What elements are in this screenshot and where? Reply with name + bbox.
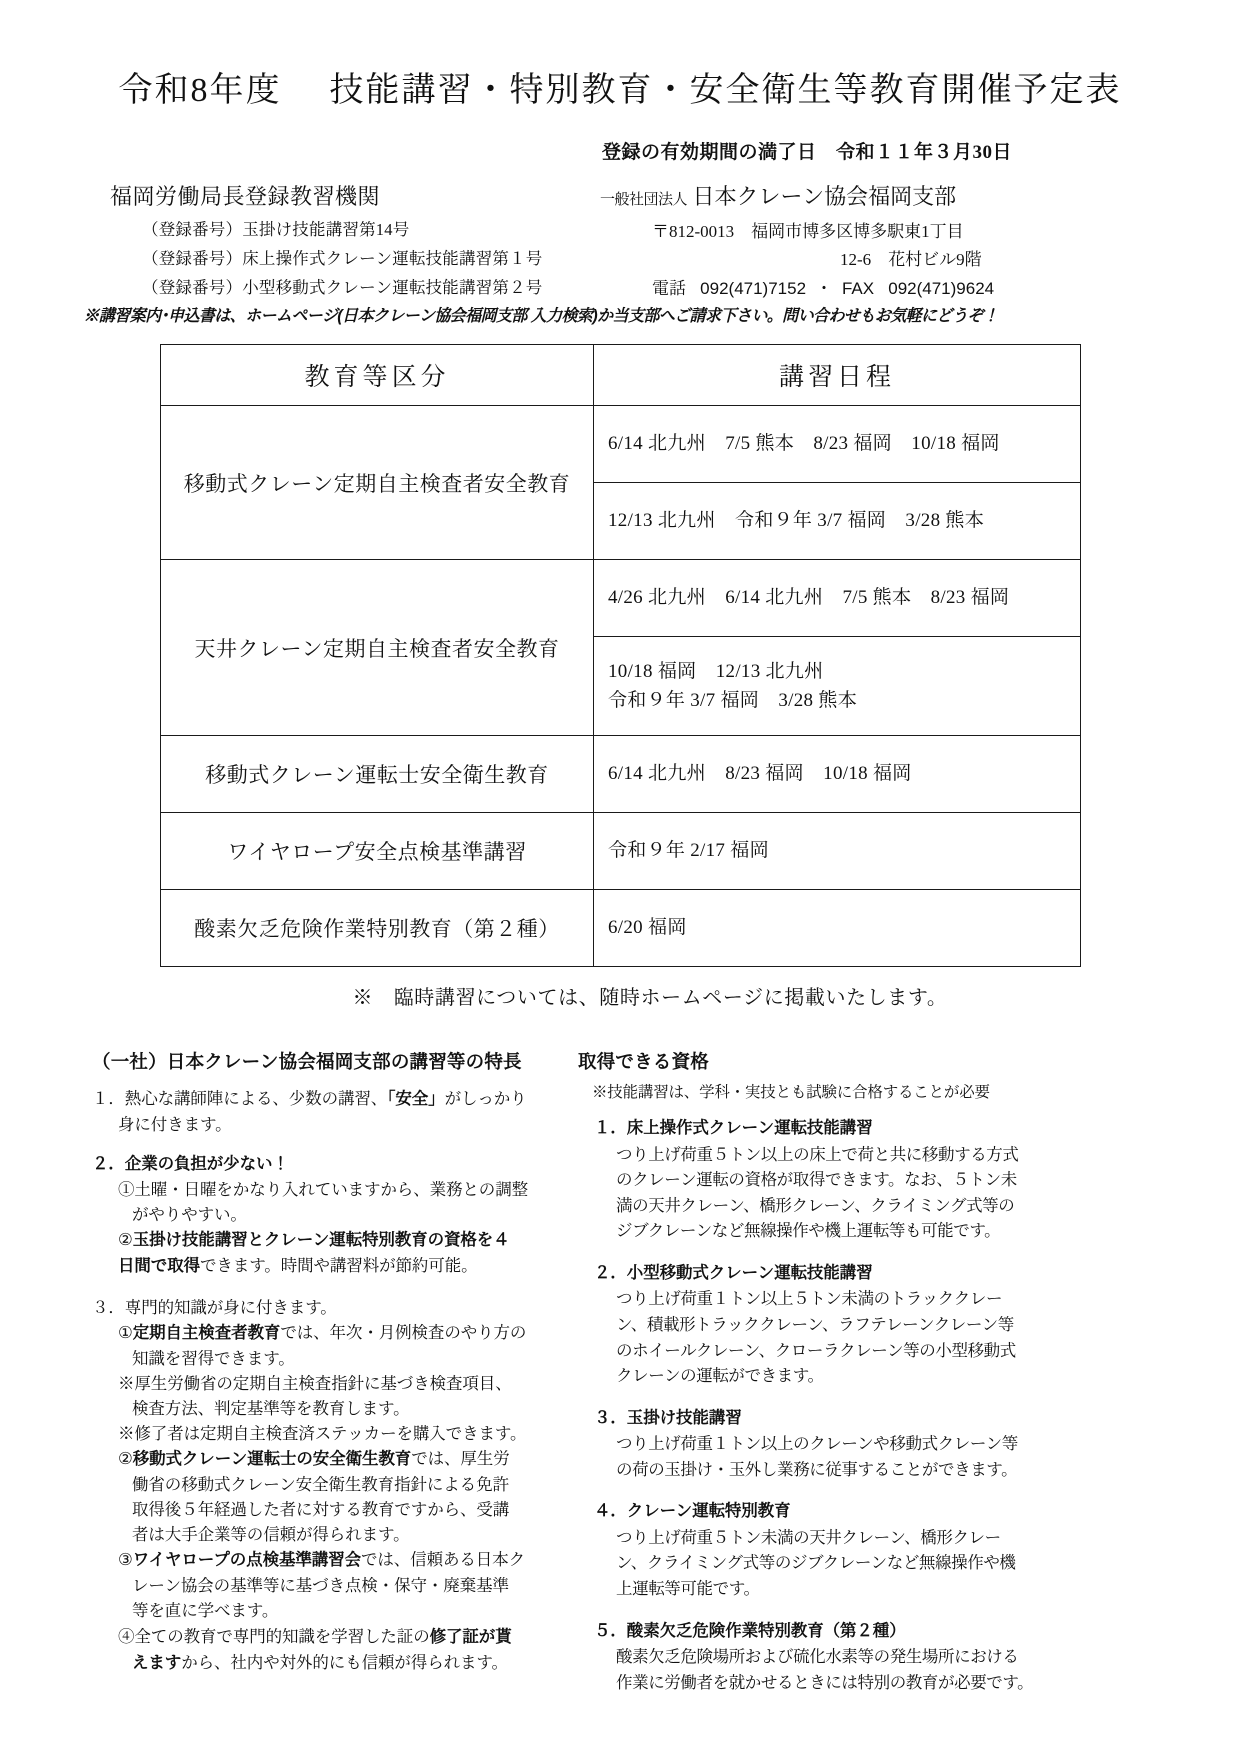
- row-schedule: [594, 890, 1081, 967]
- schedule-line: 12/13 北九州 令和９年 3/7 福岡 3/28 熊本: [608, 510, 985, 532]
- feature-line: ※修了者は定期自主検査済ステッカーを購入できます。: [118, 1423, 527, 1443]
- qualifications-heading: 取得できる資格: [578, 1051, 709, 1072]
- schedule-line: 10/18 福岡 12/13 北九州: [608, 660, 824, 682]
- feature-line: 取得後５年経過した者に対する教育ですから、受講: [132, 1500, 510, 1520]
- row-schedule: [594, 406, 1081, 483]
- schedule-table: [160, 344, 1081, 967]
- feature-line: 検査方法、判定基準等を教育します。: [132, 1398, 410, 1418]
- feature-line: 働省の移動式クレーン安全衛生教育指針による免許: [132, 1475, 509, 1495]
- feature-line: １．熱心な講師陣による、少数の講習、「安全」がしっかり: [92, 1089, 527, 1108]
- qualification-body-line: のクレーン運転の資格が取得できます。なお、５トン未: [616, 1170, 1017, 1190]
- header-schedule: 講習日程: [594, 345, 1081, 406]
- feature-line: レーン協会の基準等に基づき点検・保守・廃棄基準: [132, 1576, 509, 1596]
- row-category: 移動式クレーン運転士安全衛生教育: [161, 736, 594, 813]
- feature-line: ②移動式クレーン運転士の安全衛生教育では、厚生労: [118, 1449, 510, 1469]
- feature-line: 日間で取得できます。時間や講習料が節約可能。: [118, 1256, 478, 1276]
- qualification-title: ３．玉掛け技能講習: [594, 1408, 742, 1427]
- qualification-title: ５．酸素欠乏危険作業特別教育（第２種）: [594, 1621, 906, 1640]
- association-prefix: 一般社団法人: [600, 192, 688, 208]
- qualifications-subnote: ※技能講習は、学科・実技とも試験に合格することが必要: [592, 1084, 990, 1101]
- schedule-line: 令和９年 3/7 福岡 3/28 熊本: [608, 690, 858, 711]
- feature-line: ２．企業の負担が少ない！: [92, 1155, 289, 1174]
- feature-line: えますから、社内や対外的にも信頼が得られます。: [132, 1652, 508, 1672]
- table-row: [161, 890, 1081, 967]
- qualification-item: [578, 1406, 1048, 1483]
- qualification-body-line: ジブクレーンなど無線操作や機上運転等も可能です。: [616, 1221, 1001, 1241]
- qualification-body-line: つり上げ荷重５トン未満の天井クレーン、橋形クレー: [616, 1527, 1001, 1547]
- table-row: [161, 560, 1081, 637]
- contact-line: [590, 274, 1150, 299]
- row-category: 天井クレーン定期自主検査者安全教育: [161, 560, 594, 736]
- registration-expiry: 登録の有効期間の満了日 令和１１年３月30日: [601, 142, 1012, 163]
- association-title: 日本クレーン協会福岡支部: [692, 184, 957, 209]
- table-row: [161, 813, 1081, 890]
- qualification-title: ２．小型移動式クレーン運転技能講習: [594, 1263, 873, 1282]
- feature-line: 者は大手企業等の信頼が得られます。: [132, 1525, 410, 1545]
- features-column: [92, 1048, 560, 1712]
- feature-line: 知識を習得できます。: [132, 1348, 295, 1368]
- title-era: 令和8年度: [118, 72, 282, 109]
- feature-line: ①定期自主検査者教育では、年次・月例検査のやり方の: [118, 1322, 527, 1342]
- row-schedule: [594, 637, 1081, 736]
- qualification-title: １．床上操作式クレーン運転技能講習: [594, 1119, 873, 1137]
- feature-line: 身に付きます。: [118, 1115, 232, 1135]
- fax-label: FAX: [841, 279, 875, 298]
- qualification-item: [578, 1116, 1048, 1244]
- contact-separator: ・: [815, 279, 833, 298]
- qualification-body-line: クレーンの運転ができます。: [616, 1366, 824, 1386]
- feature-line: がやりやすい。: [132, 1205, 247, 1225]
- schedule-line: 6/14 北九州 7/5 熊本 8/23 福岡 10/18 福岡: [608, 433, 1000, 455]
- qualification-body-line: 上運転等可能です。: [616, 1579, 760, 1598]
- schedule-table-wrapper: [160, 344, 1080, 967]
- qualification-body-line: の荷の玉掛け・玉外し業務に従事することができます。: [616, 1459, 1018, 1479]
- feature-line: ④全ての教育で専門的知識を学習した証の修了証が貰: [118, 1626, 512, 1646]
- registration-number-1: （登録番号）玉掛け技能講習第14号: [142, 220, 410, 239]
- feature-line: ※厚生労働省の定期自主検査指針に基づき検査項目、: [118, 1373, 512, 1393]
- row-category: 移動式クレーン定期自主検査者安全教育: [161, 406, 594, 560]
- registration-number-2: （登録番号）床上操作式クレーン運転技能講習第１号: [142, 249, 543, 268]
- qualification-item: [578, 1499, 1048, 1601]
- row-schedule: [594, 736, 1081, 813]
- row-schedule: [594, 813, 1081, 890]
- row-schedule: [594, 483, 1081, 560]
- feature-line: ②玉掛け技能講習とクレーン運転特別教育の資格を４: [118, 1230, 510, 1250]
- address-line-1: 〒812-0013 福岡市博多区博多駅東1丁目: [652, 222, 964, 241]
- qualification-item: [578, 1261, 1048, 1389]
- org-title: 福岡労働局長登録教習機関: [110, 184, 381, 209]
- table-header-row: [161, 345, 1081, 406]
- qualification-body-line: つり上げ荷重５トン以上の床上で荷と共に移動する方式: [616, 1144, 1019, 1164]
- bottom-columns: [0, 1048, 1240, 1712]
- schedule-line: 4/26 北九州 6/14 北九州 7/5 熊本 8/23 福岡: [608, 587, 1010, 609]
- row-category: 酸素欠乏危険作業特別教育（第２種）: [161, 890, 594, 967]
- features-heading: （一社）日本クレーン協会福岡支部の講習等の特長: [92, 1051, 522, 1072]
- feature-line: 等を直に学べます。: [132, 1601, 279, 1621]
- feature-line: ３．専門的知識が身に付きます。: [92, 1297, 337, 1317]
- feature-item: [92, 1295, 560, 1676]
- qualification-body-line: ン、クライミング式等のジブクレーンなど無線操作や機: [616, 1553, 1016, 1573]
- table-row: [161, 736, 1081, 813]
- qualification-body-line: つり上げ荷重１トン以上５トン未満のトラッククレー: [616, 1289, 1003, 1309]
- feature-item: [92, 1086, 560, 1137]
- schedule-line: 令和９年 2/17 福岡: [608, 840, 769, 862]
- row-schedule: [594, 560, 1081, 637]
- association-name: [590, 180, 1150, 211]
- tel-number: 092(471)7152: [700, 279, 807, 298]
- page-title: [0, 62, 1240, 111]
- qualification-title: ４．クレーン運転特別教育: [594, 1502, 791, 1521]
- feature-line: ③ワイヤロープの点検基準講習会では、信頼ある日本ク: [118, 1550, 525, 1570]
- qualification-body-line: 酸素欠乏危険場所および硫化水素等の発生場所における: [616, 1647, 1019, 1667]
- registration-number-3: （登録番号）小型移動式クレーン運転技能講習第２号: [142, 278, 543, 297]
- qualification-body-line: つり上げ荷重１トン以上のクレーンや移動式クレーン等: [616, 1434, 1018, 1454]
- header-left: [110, 180, 630, 298]
- header-right: [590, 180, 1150, 299]
- row-category: ワイヤロープ安全点検基準講習: [161, 813, 594, 890]
- fax-number: 092(471)9624: [888, 279, 995, 298]
- feature-item: [92, 1152, 560, 1279]
- qualification-body-line: ン、積載形トラッククレーン、ラフテレーンクレーン等: [616, 1314, 1014, 1334]
- application-notice: ※講習案内･申込書は、ホームページ(日本クレーン協会福岡支部 入力検索)か当支部へご請求下さい。問い合わせもお気軽にどうぞ！: [83, 307, 999, 325]
- feature-line: ①土曜・日曜をかなり入れていますから、業務との調整: [118, 1180, 529, 1200]
- schedule-line: 6/14 北九州 8/23 福岡 10/18 福岡: [608, 763, 912, 785]
- qualification-body-line: のホイールクレーン、クローラクレーン等の小型移動式: [616, 1340, 1016, 1360]
- tel-label: 電話: [652, 279, 686, 298]
- title-main: 技能講習・特別教育・安全衛生等教育開催予定表: [329, 72, 1122, 109]
- schedule-line: 6/20 福岡: [608, 917, 687, 939]
- table-row: [161, 406, 1081, 483]
- qualifications-column: [578, 1048, 1048, 1712]
- header-category: 教育等区分: [161, 345, 594, 406]
- table-footnote: ※ 臨時講習については、随時ホームページに掲載いたします。: [352, 987, 948, 1009]
- qualification-body-line: 満の天井クレーン、橋形クレーン、クライミング式等の: [616, 1195, 1015, 1215]
- qualification-item: [578, 1619, 1048, 1696]
- address-line-2: 12-6 花村ビル9階: [840, 250, 982, 269]
- qualification-body-line: 作業に労働者を就かせるときには特別の教育が必要です。: [616, 1672, 1034, 1692]
- header-block: [0, 180, 1240, 298]
